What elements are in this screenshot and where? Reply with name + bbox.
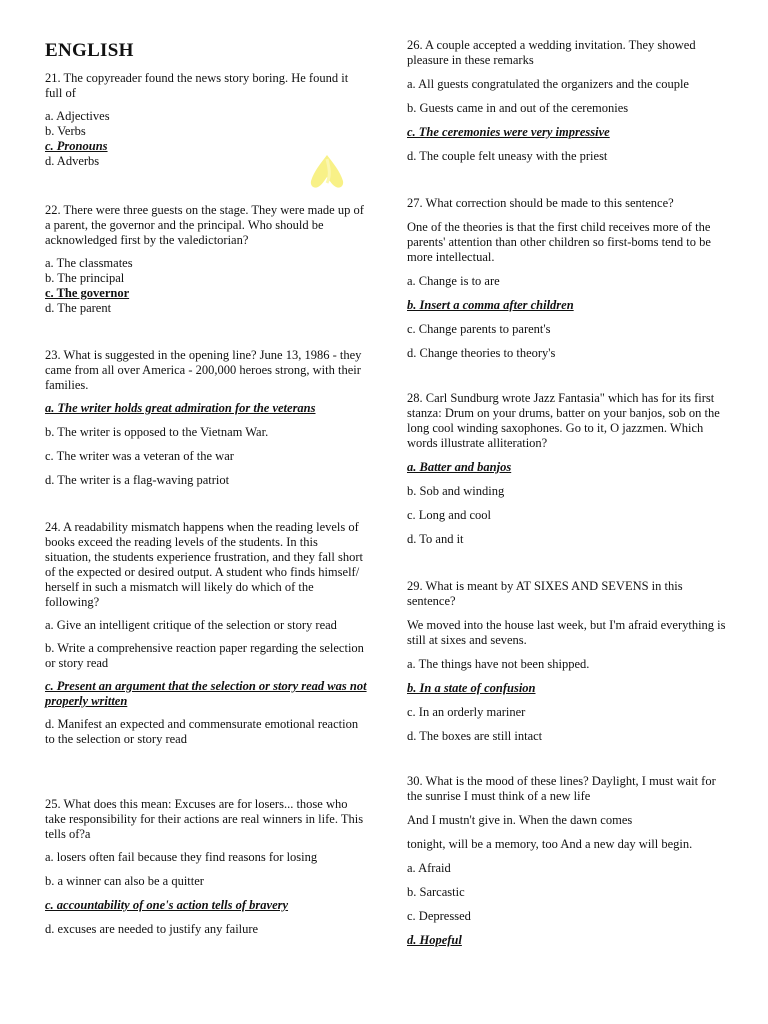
- option-b[interactable]: b. Guests came in and out of the ceremonies: [407, 101, 629, 115]
- option-d-answer[interactable]: d. Hopeful: [407, 933, 462, 947]
- option-d[interactable]: d. The parent: [45, 301, 112, 315]
- question-28: [407, 391, 727, 547]
- option-d[interactable]: d. The boxes are still intact: [407, 729, 543, 743]
- question-passage: One of the theories is that the first child receives more of the parents' attention than other children so first-boms tend to be more intellectual.: [407, 220, 711, 264]
- option-b-answer[interactable]: b. Insert a comma after children: [407, 298, 574, 312]
- question-stem: 28. Carl Sundburg wrote Jazz Fantasia" which has for its first stanza: Drum on your drums, batter on your banjos, sob on the long cool winding saxophones. Go to it, O jazzmen. Which words illustrate alliteration?: [407, 391, 720, 450]
- question-stem: 22. There were three guests on the stage. They were made up of a parent, the governor and the principal. Who should be acknowledged first by the valedictorian?: [45, 203, 364, 247]
- option-c[interactable]: c. Change parents to parent's: [407, 322, 551, 336]
- question-stem: 27. What correction should be made to this sentence?: [407, 196, 674, 210]
- option-b[interactable]: b. a winner can also be a quitter: [45, 874, 204, 888]
- question-25: [45, 797, 367, 937]
- option-c-answer[interactable]: c. The ceremonies were very impressive: [407, 125, 610, 139]
- option-c[interactable]: c. Long and cool: [407, 508, 492, 522]
- option-c[interactable]: c. The writer was a veteran of the war: [45, 449, 234, 463]
- question-stem: 21. The copyreader found the news story boring. He found it full of: [45, 71, 349, 100]
- question-stem: 23. What is suggested in the opening line? June 13, 1986 - they came from all over America - 200,000 heroes strong, with their families.: [45, 348, 362, 392]
- option-a[interactable]: a. Afraid: [407, 861, 451, 875]
- option-b[interactable]: b. Verbs: [45, 124, 86, 138]
- option-a[interactable]: a. Adjectives: [45, 109, 110, 123]
- option-a-answer[interactable]: a. The writer holds great admiration for the veterans: [45, 401, 316, 415]
- option-d[interactable]: d. Adverbs: [45, 154, 100, 168]
- question-stem: 29. What is meant by AT SIXES AND SEVENS in this sentence?: [407, 579, 683, 608]
- option-b[interactable]: b. Write a comprehensive reaction paper regarding the selection or story read: [45, 641, 364, 670]
- option-d[interactable]: d. The writer is a flag-waving patriot: [45, 473, 230, 487]
- question-passage-line-2: tonight, will be a memory, too And a new day will begin.: [407, 837, 693, 851]
- option-d[interactable]: d. The couple felt uneasy with the priest: [407, 149, 608, 163]
- question-24: [45, 520, 367, 747]
- question-22: [45, 203, 367, 316]
- question-stem: 25. What does this mean: Excuses are for losers... those who take responsibility for their actions are real winners in life. This tells of?a: [45, 797, 364, 841]
- option-b[interactable]: b. The principal: [45, 271, 125, 285]
- option-c-answer[interactable]: c. accountability of one's action tells of bravery: [45, 898, 289, 912]
- question-stem: 26. A couple accepted a wedding invitation. They showed pleasure in these remarks: [407, 38, 696, 67]
- option-c-answer[interactable]: c. Pronouns: [45, 139, 108, 153]
- option-d[interactable]: d. To and it: [407, 532, 464, 546]
- option-a[interactable]: a. losers often fail because they find reasons for losing: [45, 850, 318, 864]
- option-a[interactable]: a. Give an intelligent critique of the selection or story read: [45, 618, 337, 632]
- option-b[interactable]: b. Sarcastic: [407, 885, 465, 899]
- option-a[interactable]: a. Change is to are: [407, 274, 500, 288]
- option-c[interactable]: c. In an orderly mariner: [407, 705, 526, 719]
- question-stem: 30. What is the mood of these lines? Daylight, I must wait for the sunrise I must think of a new life: [407, 774, 716, 803]
- option-a[interactable]: a. All guests congratulated the organizers and the couple: [407, 77, 689, 91]
- question-passage: We moved into the house last week, but I'm afraid everything is still at sixes and sevens.: [407, 618, 726, 647]
- question-21: [45, 71, 367, 169]
- option-a[interactable]: a. The classmates: [45, 256, 133, 270]
- option-b[interactable]: b. Sob and winding: [407, 484, 505, 498]
- option-c-answer[interactable]: c. The governor: [45, 286, 130, 300]
- question-30: [407, 774, 727, 948]
- question-27: [407, 196, 727, 361]
- question-passage-line-1: And I mustn't give in. When the dawn comes: [407, 813, 633, 827]
- question-23: [45, 348, 367, 488]
- option-d[interactable]: d. Manifest an expected and commensurate emotional reaction to the selection or story read: [45, 717, 359, 746]
- option-d[interactable]: d. excuses are needed to justify any failure: [45, 922, 259, 936]
- question-stem: 24. A readability mismatch happens when the reading levels of books exceed the reading levels of the students. In this situation, the students experience frustration, and they fall short of the expected or desired output. A student who finds himself/ herself in such a mismatch will likely do which of the following?: [45, 520, 363, 609]
- option-d[interactable]: d. Change theories to theory's: [407, 346, 556, 360]
- page-title: ENGLISH: [45, 40, 134, 61]
- option-b[interactable]: b. The writer is opposed to the Vietnam War.: [45, 425, 269, 439]
- option-a[interactable]: a. The things have not been shipped.: [407, 657, 590, 671]
- option-a-answer[interactable]: a. Batter and banjos: [407, 460, 512, 474]
- option-c-answer[interactable]: c. Present an argument that the selection or story read was not properly written: [45, 679, 367, 708]
- option-c[interactable]: c. Depressed: [407, 909, 471, 923]
- option-b-answer[interactable]: b. In a state of confusion: [407, 681, 536, 695]
- question-26: [407, 38, 727, 164]
- question-29: [407, 579, 727, 744]
